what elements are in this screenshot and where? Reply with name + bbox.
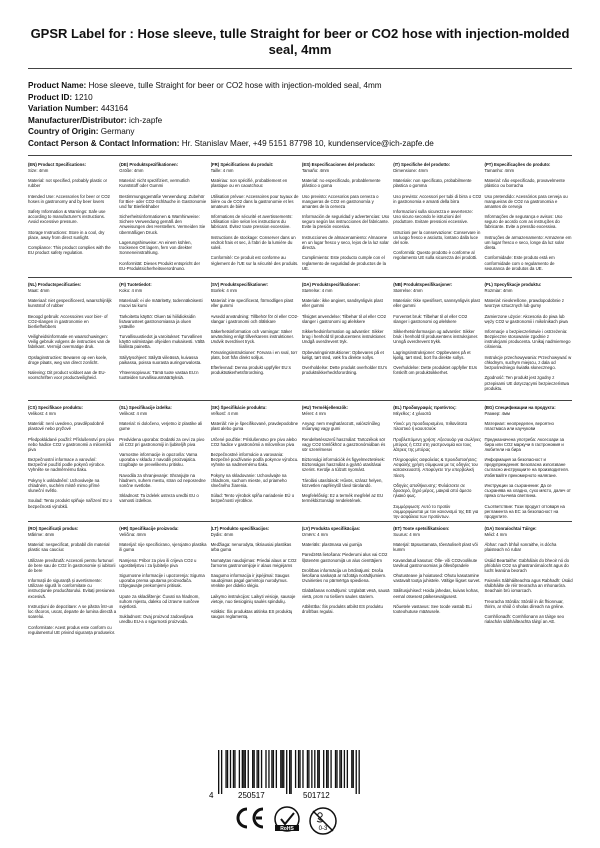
barcode-bar	[239, 750, 240, 788]
spec-body: Maat: 4mm Materiaal: niet gespecificeerd, waarschijnlijk kunststof of rubber Beoogd gebruik: Accessoires voor bier- of CO2-slangen in gastronomie en bierliefhebbers Veiligheidsinformatie en waarschuwingen: Veilig gebruik volgens de instructies van de fabrikant. Vermijd overmatige druk. Opslaginstructies: Bewaren op een koele, droge plaats, weg van direct zonlicht. Naleving: Dit product voldoet aan de EU-voorschriften voor productveiligheid.	[28, 287, 112, 381]
spec-heading: (FR) Spécifications du produit:	[210, 162, 274, 167]
spec-column	[393, 405, 484, 520]
info-row	[28, 103, 578, 115]
barcode-left-group: 250517	[238, 791, 265, 800]
info-value: Hose sleeve, tulle Straight for beer or CO2 hose with injection-molded seal, 4mm	[88, 81, 382, 90]
barcode-bar	[351, 750, 352, 788]
info-value: 1210	[74, 92, 93, 102]
spec-heading: (HU) Termékjellemzők:	[301, 405, 348, 410]
info-label: Manufacturer/Distributor:	[28, 115, 127, 125]
spec-body: Μέγεθος: 4 χιλιοστά Υλικό: μη προσδιορισμένο, πιθανότατα πλαστικό ή καουτσούκ Προβλεπόμενη χρήση: Αξεσουάρ για σωλήνες μπύρας ή CO2 στη γαστρονομία και τους λάτρεις της μπύρας Πληροφορίες ασφαλείας & προειδοποιήσεις: Ασφαλής χρήση σύμφωνα με τις οδηγίες του κατασκευαστή. Αποφύγετε την υπερβολική πίεση. Οδηγίες αποθήκευσης: Φυλάσσετε σε δροσερό, ξηρό μέρος, μακριά από άμεσο ηλιακό φως. Συμμόρφωση: Αυτό το προϊόν συμμορφώνεται με τον κανονισμό της ΕΕ για την ασφάλεια των προϊόντων.	[393, 410, 482, 519]
spec-row-3	[28, 405, 576, 520]
info-row	[28, 115, 578, 127]
spec-body: Taille: 4 mm Matériau: non spécifié, probablement en plastique ou en caoutchouc Utilisation prévue: Accessoires pour tuyaux de bière ou de CO2 dans la gastronomie et les amateurs de bière Informations de sécurité et avertissements: Utilisation sûre selon les instructions du fabricant. Évitez toute pression excessive. Instructions de stockage: Conserver dans un endroit frais et sec, à l'abri de la lumière du soleil. Conformité: Ce produit est conforme au règlement de l'UE sur la sécurité des produits.	[210, 167, 299, 266]
spec-column	[28, 405, 119, 520]
barcode-bar	[344, 750, 345, 788]
barcode-bar	[289, 750, 290, 794]
spec-heading: (FI) Tuotetiedot:	[119, 282, 152, 287]
barcode-bar	[314, 750, 315, 788]
barcode-bar	[359, 750, 360, 794]
divider-row-3	[28, 521, 572, 522]
spec-heading: (NL) Productspecificaties:	[28, 282, 82, 287]
barcode-bar	[290, 750, 291, 794]
spec-heading: (PT) Especificações do produto:	[484, 162, 551, 167]
spec-heading: (EN) Product Specifications:	[28, 162, 87, 167]
info-row	[28, 80, 578, 92]
spec-heading: (BG) Спецификации на продукта:	[484, 405, 556, 410]
spec-body: Rozmiar: 4mm Materiał: nieokreślone, prawdopodobnie z tworzyw sztucznych lub gumy Zamierzone użycie: Akcesoria do piwa lub węży CO2 w gastronomii i miłośnikach piwa Informacje o bezpieczeństwie i ostrzeżenia: Bezpieczne stosowanie zgodnie z instrukcjami producenta. Unikaj nadmiernego ciśnienia. Instrukcje przechowywania: Przechowywać w chłodnym, suchym miejscu, z dala od bezpośredniego światła słonecznego. Zgodność: Ten produkt jest zgodny z przepisami UE dotyczącymi bezpieczeństwa produktu.	[484, 287, 572, 391]
barcode-bar	[258, 750, 259, 788]
divider-row-1	[28, 277, 572, 278]
barcode-bar	[323, 750, 324, 788]
page-title: GPSR Label for : Hose sleeve, tulle Straight for beer or CO2 hose with injection-molded seal, 4mm	[30, 26, 570, 57]
barcode-bar	[271, 750, 272, 788]
barcode-bar	[330, 750, 331, 788]
spec-column	[211, 282, 302, 400]
spec-body: Size: 4mm Material: not specified, probably plastic or rubber Intended Use: Accessories for beer or CO2 hoses in gastronomy and by beer lovers Safety Information & Warnings: Safe use according to manufacturer's instructions. Avoid excessive pressure. Storage Instructions: Store in a cool, dry place, away from direct sunlight. Compliance: This product complies with the EU product safety regulation.	[28, 167, 111, 256]
barcode-bar	[319, 750, 320, 788]
spec-heading: (ET) Toote spetsifikatsioon:	[393, 526, 450, 531]
barcode-bar	[254, 750, 255, 788]
info-row	[28, 126, 578, 138]
info-label: Product ID:	[28, 92, 73, 102]
spec-body: Storlek: 4 mm Material: inte specificerat, förmodligen plast eller gummi Avsedd användning: Tillbehör för öl eller CO2-slangar i gastronomi och ölälskare Säkerhetsinformation och varningar: Säker användning enligt tillverkarens instruktioner. Undvik överdrivet tryck. Förvaringsinstruktioner: Förvara i en sval, torr plats, bort från direkt solljus. Efterlevnad: Denna produkt uppfyller EU:s produktsäkerhetsförordning.	[210, 287, 299, 376]
spec-body: Dydis: 4mm Medžiaga: nenurodyta, tikriausiai plastikas arba guma Numatytas naudojimas: Priedai alaus ar CO2 žarnoms gastronomijoje ir alaus mėgėjams Saugumo informacija ir įspėjimai: Saugus naudojimas pagal gamintojo nurodymus. Venkite per didelio slėgio. Laikymo instrukcijos: Laikyti vėsioje, sausoje vietoje, nuo tiesioginių saulės spindulių. Atitiktis: Šis produktas atitinka ES produktų saugos reglamentą.	[210, 531, 297, 620]
barcode-bar	[243, 750, 244, 788]
info-value: ich-zapfe	[129, 115, 163, 125]
rohs-icon	[272, 806, 302, 834]
info-label: Product Name:	[28, 81, 87, 90]
barcode-bar	[283, 750, 284, 788]
barcode-bar	[230, 750, 231, 788]
spec-heading: (GA) Sonraíochtaí Táirge:	[484, 526, 537, 531]
barcode-bar	[245, 750, 246, 788]
spec-column	[28, 282, 119, 400]
ean-barcode	[208, 750, 364, 800]
spec-row-1	[28, 162, 576, 270]
barcode-bar	[233, 750, 234, 788]
ce-mark-icon	[234, 806, 266, 830]
spec-heading: (PL) Specyfikacje produktu:	[484, 282, 542, 287]
spec-heading: (IT) Specifiche del prodotto:	[393, 162, 451, 167]
spec-body: Izmērs: 4 mm Materiāls: plastmasa vai gumija Paredzētā lietošana: Piederumi alus vai CO2 šļūtenēm gastronomijā un alus cienītājiem Drošības informācija un brīdinājumi: Droša lietošana saskaņā ar ražotāja norādījumiem. Izvairieties no pārmērīga spiediena. Glabāšanas norādījumi: Uzglabāt vēsā, sausā vietā, prom no tiešiem saules stariem. Atbilstība: Šis produkts atbilst ES produktu drošības regulai.	[301, 531, 390, 615]
divider-top	[28, 68, 572, 69]
spec-body: Veľkosť: 4 mm Materiál: nie je špecifikované, pravdepodobne plast alebo guma Určené použitie: Príslušenstvo pre pivo alebo CO2 hadice v gastronómii a milovníkov piva Bezpečnostné informácie a varovania: Bezpečné používanie podľa pokynov výrobcu. Vyhnite sa nadmernému tlaku. Pokyny na skladovanie: Uchovávajte na chladnom, suchom mieste, od priameho slnečného žiarenia. Súlad: Tento výrobok spĺňa nariadenie EÚ o bezpečnosti výrobkov.	[210, 410, 299, 504]
spec-column	[211, 162, 302, 270]
spec-body: Mărime: 4mm Material: nespecificat, probabil din material plastic sau cauciuc Utilizare prevăzută: Accesorii pentru furtunuri de bere sau de CO2 în gastronomie și iubitorii de bere Informații de siguranță și avertismente: Utilizare sigură în conformitate cu instrucțiunile producătorului. Evitați presiunea excesivă. Instrucțiuni de depozitare: A se păstra într-un loc răcoros, uscat, departe de lumina directă a soarelui. Conformitate: Acest produs este conform cu regulamentul UE privind siguranța produselor.	[28, 531, 117, 635]
spec-heading: (SK) Špecifikácie produktu:	[210, 405, 267, 410]
spec-heading: (DA) Produktspecifikationer:	[301, 282, 361, 287]
spec-heading: (ES) Especificaciones del producto:	[301, 162, 376, 167]
divider-info	[28, 155, 572, 156]
barcode-bar	[225, 750, 226, 788]
spec-column	[119, 162, 210, 270]
spec-body: Méret: 4 mm Anyag: nem meghatározott, valószínűleg műanyag vagy gumi Rendeltetésszerű használat: Tartozékok sör vagy CO2 tömlőkhöz a gasztronómiában és sör szerelmesei Biztonsági információk és figyelmeztetések: Biztonságos használat a gyártó utasításai szerint. Kerülje a túlzott nyomást. Tárolási utasítások: Hűvös, száraz helyen, közvetlen napfénytől távol tárolandó. Megfelelőség: Ez a termék megfelel az EU termékbiztonsági rendeletének.	[301, 410, 386, 504]
barcode-bar	[341, 750, 342, 788]
spec-column	[211, 405, 302, 520]
spec-column	[119, 405, 210, 520]
spec-column	[28, 162, 119, 270]
barcode-bar	[282, 750, 283, 788]
svg-text:0-3: 0-3	[318, 826, 328, 832]
spec-row-4	[28, 526, 576, 726]
spec-heading: (CS) Specifikace produktu:	[28, 405, 83, 410]
spec-body: Velikost: 4 mm Materiál: není uvedeno, pravděpodobně plastové nebo pryžové Předpokládané použití: Příslušenství pro pivo nebo hadice CO2 v gastronomii a milovníků piva Bezpečnostní informace a varování: Bezpečné použití podle pokynů výrobce. Vyhněte se nadměrnému tlaku. Pokyny k uskladnění: Uchovávejte na chladném, suchém místě mimo přímé sluneční světlo. Soulad: Tento produkt splňuje nařízení EU o bezpečnosti výrobků.	[28, 410, 115, 509]
spec-heading: (HR) Specifikacije proizvoda:	[119, 526, 179, 531]
barcode-bar	[327, 750, 328, 788]
barcode-bar	[336, 750, 337, 788]
barcode-bar	[227, 750, 228, 788]
spec-column	[484, 405, 575, 520]
spec-column	[302, 282, 393, 400]
barcode-bar	[298, 750, 299, 788]
age-warning-icon	[308, 806, 338, 836]
info-value: Hr. Stanislav Maer, +49 5151 87798 10, kundenservice@ich-zapfe.de	[181, 138, 434, 148]
spec-row-2	[28, 282, 576, 400]
spec-column	[211, 526, 302, 726]
product-info	[28, 80, 578, 149]
barcode-bar	[299, 750, 300, 788]
barcode-bar	[317, 750, 318, 788]
spec-heading: (EL) Προδιαγραφές προϊόντος:	[393, 405, 457, 410]
barcode-bar	[248, 750, 249, 788]
spec-body: Veličina: 4mm Materijal: nije specificirano, vjerojatno plastika ili guma Namjena: Pribor za pivo ili crijeva CO2 u ugostiteljstvu i za ljubitelje piva Sigurnosne informacije i upozorenja: Sigurna uporaba prema uputama proizvođača. Izbjegavajte prekomjerni pritisak. Upute za skladištenje: Čuvati na hladnom, suhom mjestu, daleko od izravne sunčeve svjetlosti. Sukladnost: Ovaj proizvod zadovoljava uredbu EU-a o sigurnosti proizvoda.	[119, 531, 207, 625]
spec-heading: (SV) Produktspecifikationer:	[210, 282, 269, 287]
barcode-bar	[356, 750, 357, 794]
spec-heading: (LT) Produkto specifikacijos:	[210, 526, 270, 531]
barcode-bar	[295, 750, 296, 788]
info-value: 443164	[100, 104, 129, 113]
barcode-bar	[308, 750, 309, 788]
spec-column	[393, 162, 484, 270]
spec-heading: (RO) Specificații produs:	[28, 526, 79, 531]
spec-body: Velikost: 4 mm Material: ni določeno, verjetno iz plastike ali gume Predvidena uporaba: Dodatki za cevi za pivo ali CO2 pri gastronomiji in ljubiteljih piva Varnostne informacije in opozorila: Varna uporaba v skladu z navodili proizvajalca. Izogibajte se prevelikemu pritisku. Navodila za shranjevanje: Shranjujte na hladnem, suhem mestu, stran od neposredne sončne svetlobe. Skladnost: Ta izdelek ustreza uredbi EU o varnosti izdelkov.	[119, 410, 206, 504]
barcode-bar	[268, 750, 269, 788]
info-label: Contact Person & Contact Information:	[28, 138, 180, 148]
spec-column	[484, 162, 575, 270]
barcode-bar	[256, 750, 257, 788]
spec-column	[393, 526, 484, 726]
barcode-bar	[242, 750, 243, 788]
barcode-bar	[339, 750, 340, 788]
svg-text:RoHS: RoHS	[280, 826, 294, 832]
spec-heading: (NB) Produktspesifikasjoner:	[393, 282, 453, 287]
barcode-bar	[302, 750, 303, 788]
spec-heading: (DE) Produktspezifikationen:	[119, 162, 179, 167]
spec-body: Tamanho: 4mm Material: não especificado, provavelmente plástico ou borracha Uso pretendido: Acessórios para cerveja ou mangueiras de CO2 na gastronomia e amantes de cerveja Informações de segurança e avisos: Uso seguro de acordo com as instruções do fabricante. Evite a pressão excessiva. Instruções de armazenamento: Armazene em um lugar fresco e seco, longe da luz solar direta. Conformidade: Este produto está em conformidade com o regulamento de segurança de produtos da UE.	[484, 167, 572, 270]
barcode-bar	[307, 750, 308, 788]
barcode-first-digit: 4	[209, 791, 214, 800]
barcode-bar	[326, 750, 327, 788]
spec-body: Størrelse: 4 mm Materiale: ikke angivet, sandsynligvis plast eller gummi Tilsigtet anvendelse: Tilbehør til øl eller CO2 slanger i gastronomi og ølelskere Sikkerhedsinformation og advarsler: Sikker brug i henhold til producentens instruktioner. Undgå overdrevent tryk. Opbevaringsinstruktioner: Opbevares på et køligt, tørt sted, væk fra direkte sollys. Overholdelse: Dette produkt overholder EU's produktsikkerhedsforordning.	[301, 287, 388, 376]
spec-column	[302, 162, 393, 270]
barcode-bar	[261, 750, 262, 788]
spec-body: Dimensione: 4mm Materiale: non specificato, probabilmente plastica o gomma Uso previsto: Accessori per tubi di birra o CO2 in gastronomia e amanti della birra Informazioni sulla sicurezza e avvertenze: Uso sicuro secondo le istruzioni del produttore. Evitare pressioni eccessive. Istruzioni per la conservazione: Conservare in un luogo fresco e asciutto, lontano dalla luce del sole. Conformità: Questo prodotto è conforme al regolamento UE sulla sicurezza dei prodotti.	[393, 167, 482, 261]
barcode-bar	[353, 750, 354, 788]
barcode-bar	[311, 750, 312, 788]
spec-body: Größe: 4mm Material: nicht spezifiziert, vermutlich Kunststoff oder Gummi Bestimmungsgemäße Verwendung: Zubehör für Bier- oder CO2-Schläuche in Gastronomie und für Bierliebhaber Sicherheitsinformationen & Warnhinweise: Sichere Verwendung gemäß den Anweisungen des Herstellers. Vermeiden Sie übermäßigen Druck. Lagerungshinweise: An einem kühlen, trockenen Ort lagern, fern von direkter Sonneneinstrahlung. Konformität: Dieses Produkt entspricht der EU-Produktsicherheitsverordnung.	[119, 167, 207, 270]
info-row	[28, 92, 578, 104]
info-value: Germany	[100, 127, 135, 136]
spec-heading: (LV) Produkta specifikācijas:	[301, 526, 361, 531]
spec-column	[484, 282, 575, 400]
barcode-bar	[218, 750, 219, 794]
spec-column	[28, 526, 119, 726]
spec-body: Størrelse: 4mm Materiale: Ikke spesifisert, sannsynligvis plast eller gummi Forventet bruk: Tilbehør til øl eller CO2 slanger i gastronomi og ølelskere Sikkerhetsinformasjon og advarsler: Sikker bruk i henhold til produsentens instruksjoner. Unngå overdrevent trykk. Lagringsinstruksjoner: Oppbevares på et kjølig, tørt sted, bort fra direkte sollys. Overholdelse: Dette produktet oppfyller EUs forskrift om produktsikkerhet.	[393, 287, 480, 376]
info-label: Country of Origin:	[28, 127, 99, 136]
spec-column	[302, 526, 393, 726]
barcode-bar	[347, 750, 348, 788]
spec-heading: (SL) Specifikacije izdelka:	[119, 405, 172, 410]
spec-column	[119, 282, 210, 400]
barcode-bar	[273, 750, 274, 788]
info-label: Variation Number:	[28, 104, 99, 113]
spec-body: Koko: 4 mm Materiaali: ei ole määritetty, todennäköisesti muovi tai kumi Tarkoitettu käyttö: Oluen tai hiilidioksidin lisävarusteet gastronomiassa ja oluen ystäville Turvallisuustiedot ja varoitukset: Turvallinen käyttö valmistajan ohjeiden mukaisesti. Vältä liiallista painetta. Säilytysohjeet: Säilytä viileässä, kuivassa paikassa, poissa suorasta auringonvalosta. Yhteensopivuus: Tämä tuote vastaa EU:n tuotteiden turvallisuusmääräyksiä.	[119, 287, 205, 381]
spec-column	[484, 526, 575, 726]
barcode-bar	[286, 750, 287, 794]
spec-column	[119, 526, 210, 726]
barcode-bar	[265, 750, 266, 788]
divider-row-2	[28, 400, 572, 401]
barcode-bar	[276, 750, 277, 788]
spec-body: Suurus: 4 mm Materjal: täpsustamata, tõenäoliselt plast või kumm Kavandatud kasutus: Õlle- või CO2voolikute tarvikud gastronoomias ja õllesõpradele Ohutusteave ja hoiatused: Ohutu kasutamine vastavalt tootja juhistele. Vältige liigset survet. Säilitusjuhised: Hoida jahedas, kuivas kohas, eemal otsesest päikesevalgusest. Nõuetele vastavus: See toode vastab ELi tooteohutuse määrusele.	[393, 531, 481, 615]
spec-body: Méid: 4 mm Ábhar: nach bhfuil sonraithe, is dócha plaisteach nó rubar Úsáid Beartaithe: Gabhálais do bheoir nó do phíobáin CO2 sa ghastranómaíocht agus do lucht leanúna beorach Faisnéis Sábháilteachta agus Rabhadh: Úsáid shábháilte de réir treoracha an mhonaróra. Seachain brú iomarcach. Treoracha Stórála: Stóráil in áit fhionnuar, thirim, ar shiúl ó sholas díreach na gréine. Comhlíonadh: Comhlíonann an táirge seo rialachán sábháilteachta táirgí an AE.	[484, 531, 573, 625]
info-row	[28, 138, 578, 150]
barcode-bar	[234, 750, 235, 788]
barcode-bar	[252, 750, 253, 788]
barcode-bar	[221, 750, 222, 794]
spec-column	[393, 282, 484, 400]
barcode-bar	[335, 750, 336, 788]
spec-body: Tamaño: 4mm Material: no especificado, probablemente plástico o goma Uso previsto: Accesorios para cerveza o mangueras de CO2 en gastronomía y amantes de la cerveza Información de seguridad y advertencias: Uso seguro según las instrucciones del fabricante. Evite la presión excesiva. Instrucciones de almacenamiento: Almacene en un lugar fresco y seco, lejos de la luz solar directa. Cumplimiento: Este producto cumple con el reglamento de seguridad de productos de la UE.	[301, 167, 390, 270]
spec-body: Размер: 4мм Материал: неопределен, вероятно пластмаса или каучукови Предназначена употреба: Аксесоари за бира или CO2 маркучи в гастрономия и любители на бира Информация за безопасност и предупреждения: Безопасна използване съгласно инструкциите на производителя. Избягвайте прекомерното налягане. Инструкции за съхранение: Да се съхранява на хладно, сухо място, далеч от пряка слънчева светлина. Съответствие: Този продукт отговаря на регламента на ЕС за безопасност на продуктите.	[484, 410, 571, 519]
barcode-bar	[280, 750, 281, 788]
barcode-right-group: 501712	[303, 791, 330, 800]
spec-column	[302, 405, 393, 520]
